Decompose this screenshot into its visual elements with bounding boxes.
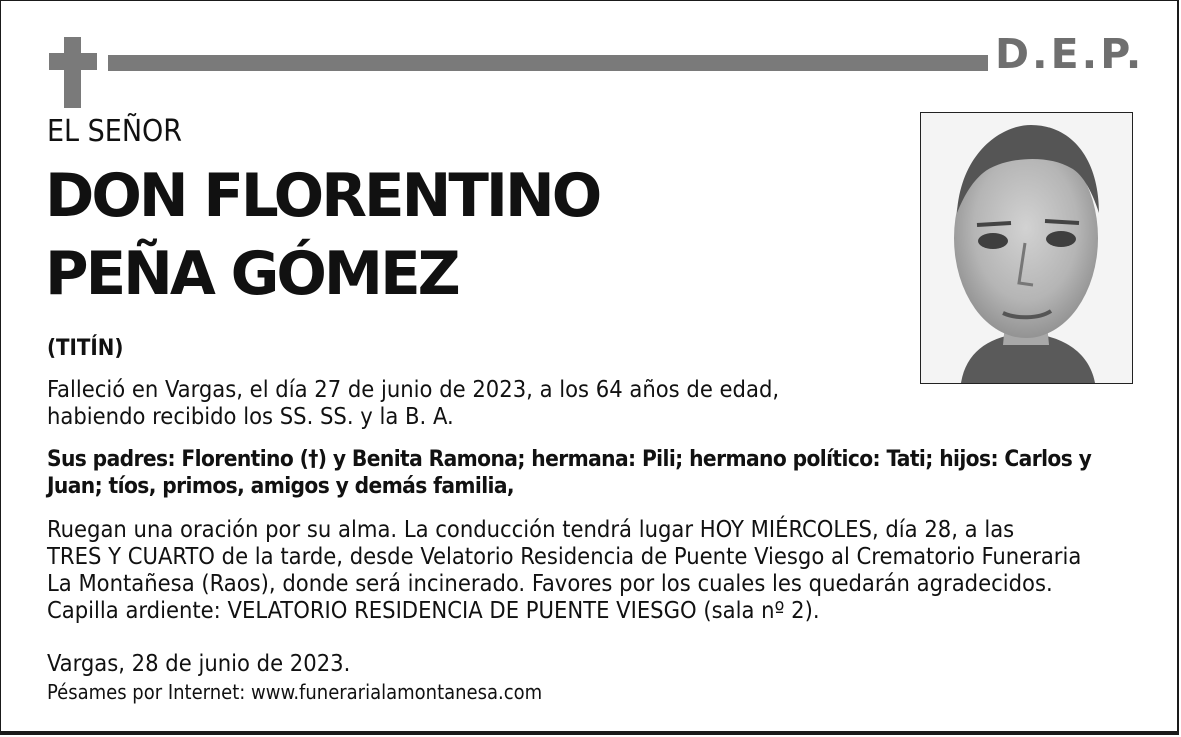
- place-date: Vargas, 28 de junio de 2023.: [47, 649, 351, 677]
- deceased-nickname: (TITÍN): [47, 336, 124, 361]
- death-line: Falleció en Vargas, el día 27 de junio de 2023, a los 64 años de edad,: [47, 375, 780, 403]
- family-line: Sus padres: Florentino (†) y Benita Ramona; hermana: Pili; hermano político: Tati; hijos: Carlos y: [47, 446, 1092, 472]
- deceased-name-line1: DON FLORENTINO: [45, 161, 600, 231]
- cross-icon-bar: [49, 53, 97, 70]
- header-rule: [108, 55, 988, 71]
- death-notice: [47, 376, 779, 430]
- honorific-title: EL SEÑOR: [47, 114, 183, 149]
- dep-label: D.E.P.: [995, 30, 1145, 78]
- service-line: TRES Y CUARTO de la tarde, desde Velatorio Residencia de Puente Viesgo al Crematorio Funeraria: [47, 542, 1082, 570]
- service-line: La Montañesa (Raos), donde será incinerado. Favores por los cuales les quedarán agradecidos.: [47, 569, 1053, 597]
- portrait-photo: [920, 112, 1133, 384]
- family-list: [47, 446, 1091, 500]
- cross-icon: [64, 37, 81, 108]
- service-line: Ruegan una oración por su alma. La conducción tendrá lugar HOY MIÉRCOLES, día 28, a las: [47, 515, 1015, 543]
- death-line: habiendo recibido los SS. SS. y la B. A.: [47, 402, 454, 430]
- deceased-name-line2: PEÑA GÓMEZ: [45, 239, 458, 309]
- service-details: [47, 516, 1081, 624]
- service-line: Capilla ardiente: VELATORIO RESIDENCIA DE PUENTE VIESGO (sala nº 2).: [47, 596, 820, 624]
- portrait-photo-icon: [921, 113, 1132, 383]
- family-line: Juan; tíos, primos, amigos y demás familia,: [47, 473, 515, 499]
- condolences-link[interactable]: Pésames por Internet: www.funerarialamontanesa.com: [47, 680, 543, 704]
